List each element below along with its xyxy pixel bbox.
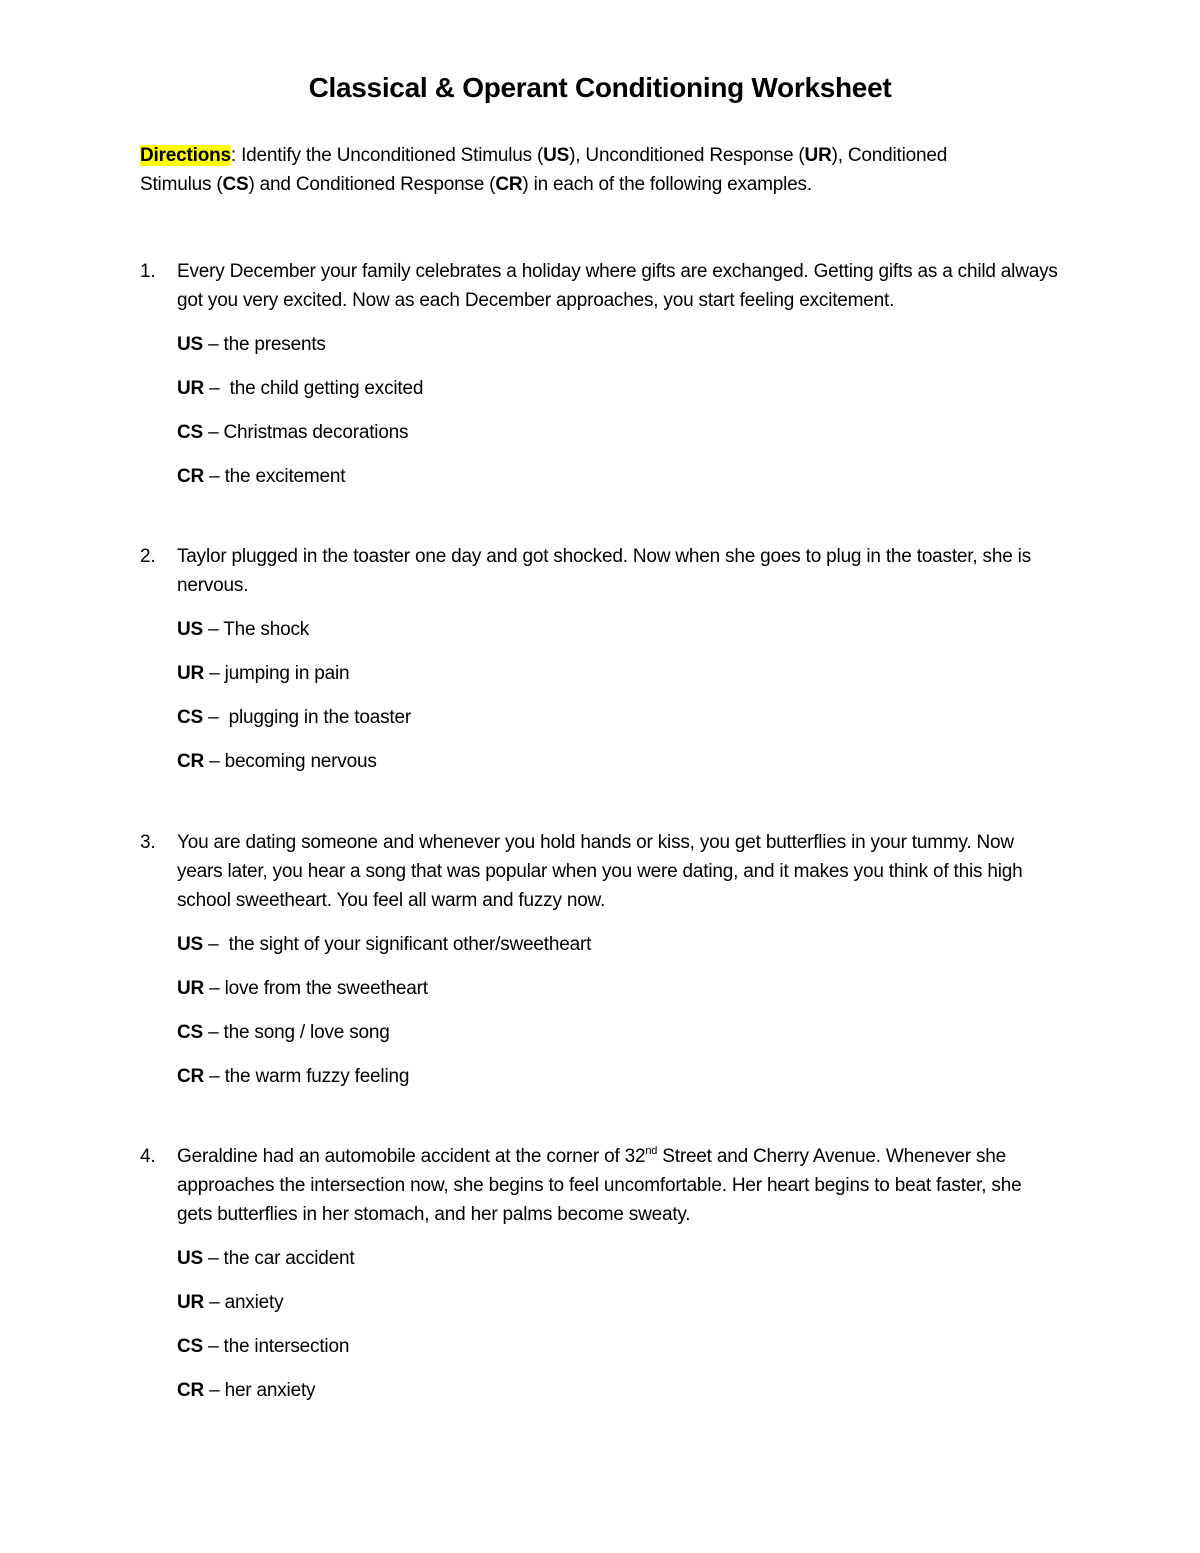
answer-cs	[177, 1018, 1060, 1062]
question-number: 2.	[140, 546, 156, 567]
answer-list	[177, 615, 1060, 791]
question-number: 4.	[140, 1146, 156, 1167]
answer-label: UR	[177, 978, 205, 999]
directions-label: Directions	[140, 145, 231, 166]
answer-separator: –	[204, 1380, 225, 1401]
answer-separator: –	[203, 334, 224, 355]
answer-value: the car accident	[223, 1248, 355, 1269]
answer-ur	[177, 974, 1060, 1018]
answer-value: her anxiety	[224, 1380, 316, 1401]
answer-cs	[177, 1332, 1060, 1376]
abbrev-us: US	[543, 145, 570, 166]
answer-separator: –	[204, 751, 225, 772]
answer-cr	[177, 747, 1060, 791]
answer-separator: –	[203, 934, 229, 955]
answer-label: CS	[177, 1022, 203, 1043]
answer-separator: –	[203, 707, 229, 728]
question-text: Taylor plugged in the toaster one day and got shocked. Now when she goes to plug in the toaster, she is nervous.	[177, 546, 1031, 596]
page-title: Classical & Operant Conditioning Worksheet	[308, 72, 892, 103]
answer-label: US	[177, 334, 203, 355]
answer-value: anxiety	[224, 1292, 284, 1313]
answer-us	[177, 615, 1060, 659]
answer-ur	[177, 374, 1060, 418]
question-text-part: Geraldine had an automobile accident at the corner of 32	[177, 1146, 646, 1167]
answer-value: The shock	[223, 619, 310, 640]
answer-label: CS	[177, 422, 203, 443]
question-1	[140, 257, 1060, 506]
answer-label: CS	[177, 707, 203, 728]
answer-value: jumping in pain	[224, 663, 350, 684]
answer-label: CR	[177, 751, 205, 772]
question-number: 3.	[140, 832, 156, 853]
answer-separator: –	[203, 619, 224, 640]
directions-text: ), Unconditioned Response (	[569, 145, 805, 166]
answer-label: UR	[177, 1292, 205, 1313]
answer-separator: –	[203, 422, 224, 443]
abbrev-cr: CR	[495, 174, 523, 195]
answer-separator: –	[203, 1022, 224, 1043]
answer-value: love from the sweetheart	[224, 978, 428, 999]
answer-value: the child getting excited	[229, 378, 424, 399]
answer-us	[177, 330, 1060, 374]
answer-label: CS	[177, 1336, 203, 1357]
directions-text: : Identify the Unconditioned Stimulus (	[230, 145, 544, 166]
answer-list	[177, 1244, 1060, 1420]
answer-separator: –	[204, 378, 230, 399]
answer-value: becoming nervous	[224, 751, 377, 772]
answer-value: plugging in the toaster	[228, 707, 411, 728]
answer-label: UR	[177, 378, 205, 399]
answer-us	[177, 1244, 1060, 1288]
abbrev-ur: UR	[804, 145, 832, 166]
answer-cs	[177, 418, 1060, 462]
answer-label: CR	[177, 466, 205, 487]
directions-text: ), Conditioned Stimulus (	[140, 145, 948, 195]
answer-label: UR	[177, 663, 205, 684]
answer-label: US	[177, 934, 203, 955]
answer-value: Christmas decorations	[223, 422, 409, 443]
question-4	[140, 1142, 1060, 1420]
answer-separator: –	[204, 978, 225, 999]
question-2	[140, 542, 1060, 791]
ordinal-suffix: nd	[645, 1145, 658, 1157]
answer-separator: –	[203, 1336, 224, 1357]
answer-label: CR	[177, 1066, 205, 1087]
answer-separator: –	[204, 1066, 225, 1087]
question-text: You are dating someone and whenever you hold hands or kiss, you get butterflies in your tummy. Now years later, you hear a song that was popular when you were dating, and it makes you think of this high school sweetheart. You feel all warm and fuzzy now.	[177, 832, 1023, 911]
answer-cr	[177, 1062, 1060, 1106]
answer-value: the warm fuzzy feeling	[224, 1066, 410, 1087]
answer-value: the sight of your significant other/sweetheart	[228, 934, 592, 955]
answer-value: the excitement	[224, 466, 346, 487]
abbrev-cs: CS	[222, 174, 249, 195]
directions-paragraph	[140, 141, 1020, 199]
directions-text: ) in each of the following examples.	[522, 174, 812, 195]
answer-cr	[177, 1376, 1060, 1420]
answer-cr	[177, 462, 1060, 506]
answer-label: CR	[177, 1380, 205, 1401]
question-text: Every December your family celebrates a holiday where gifts are exchanged. Getting gifts as a child always got you very excited. Now as each December approaches, you start feeling excitement.	[177, 261, 1058, 311]
question-text-part: Street and Cherry Avenue. Whenever she approaches the intersection now, she begins to feel uncomfortable. Her heart begins to beat faster, she gets butterflies in her stomach, and her palms become sweaty.	[177, 1146, 1022, 1225]
answer-separator: –	[204, 466, 225, 487]
answer-us	[177, 930, 1060, 974]
answer-label: US	[177, 1248, 203, 1269]
question-number: 1.	[140, 261, 156, 282]
answer-value: the presents	[223, 334, 326, 355]
answer-separator: –	[203, 1248, 224, 1269]
answer-separator: –	[204, 663, 225, 684]
answer-value: the song / love song	[223, 1022, 390, 1043]
answer-ur	[177, 659, 1060, 703]
question-3	[140, 828, 1060, 1106]
directions-text: ) and Conditioned Response (	[248, 174, 496, 195]
answer-separator: –	[204, 1292, 225, 1313]
answer-value: the intersection	[223, 1336, 350, 1357]
answer-label: US	[177, 619, 203, 640]
answer-cs	[177, 703, 1060, 747]
answer-ur	[177, 1288, 1060, 1332]
answer-list	[177, 330, 1060, 506]
question-text	[177, 1142, 1060, 1229]
answer-list	[177, 930, 1060, 1106]
